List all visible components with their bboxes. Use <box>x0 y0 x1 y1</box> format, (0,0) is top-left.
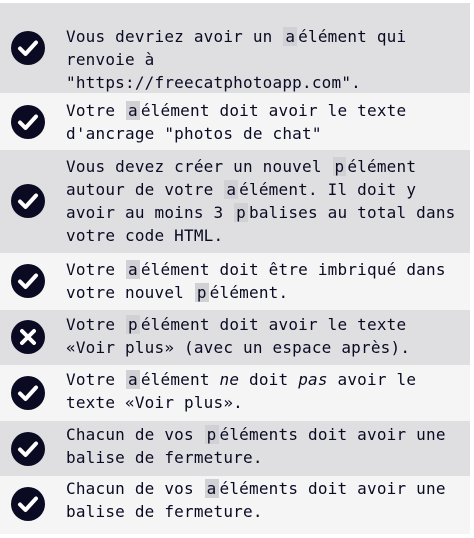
code-token: a <box>226 180 237 199</box>
code-token: p <box>128 315 138 334</box>
test-row <box>0 476 470 534</box>
code-token: a <box>128 370 138 389</box>
code-token: a <box>128 260 138 279</box>
code-token: p <box>206 425 217 444</box>
check-circle-icon <box>10 431 46 467</box>
code-token: p <box>236 203 247 222</box>
check-circle-icon <box>10 30 46 66</box>
code-token: p <box>334 157 345 176</box>
test-row <box>0 93 470 150</box>
check-circle-icon <box>10 375 46 411</box>
test-description: Votre a élément doit avoir le texte d'ancrage "photos de chat" <box>66 101 407 143</box>
test-description: Chacun de vos p éléments doit avoir une balise de fermeture. <box>66 425 446 467</box>
code-token: p <box>196 283 207 302</box>
test-description: Vous devez créer un nouvel p élément autour de votre a élément. Il doit y avoir au moins 3 p balises au total dans votre code HTML. <box>66 157 456 245</box>
test-row <box>0 3 470 93</box>
test-description: Votre a élément ne doit pas avoir le texte «Voir plus». <box>66 370 417 412</box>
code-token: a <box>285 27 296 46</box>
test-row <box>0 253 470 310</box>
x-circle-icon <box>10 319 46 355</box>
test-row <box>0 150 470 253</box>
test-description: Votre a élément doit être imbriqué dans votre nouvel p élément. <box>66 260 446 302</box>
test-row <box>0 365 470 421</box>
test-row <box>0 421 470 476</box>
test-description: Vous devriez avoir un a élément qui renvoie à "https://freecatphotoapp.com". <box>66 27 407 92</box>
emphasis-text: pas <box>298 370 328 389</box>
emphasis-text: ne <box>219 370 240 389</box>
test-description: Chacun de vos a éléments doit avoir une balise de fermeture. <box>66 479 446 521</box>
test-description: Votre p élément doit avoir le texte «Voir plus» (avec un espace après). <box>66 315 411 357</box>
check-circle-icon <box>10 486 46 522</box>
test-row <box>0 310 470 365</box>
code-token: a <box>128 101 138 120</box>
check-circle-icon <box>10 104 46 140</box>
check-circle-icon <box>10 183 46 219</box>
check-circle-icon <box>10 263 46 299</box>
code-token: a <box>206 479 217 498</box>
